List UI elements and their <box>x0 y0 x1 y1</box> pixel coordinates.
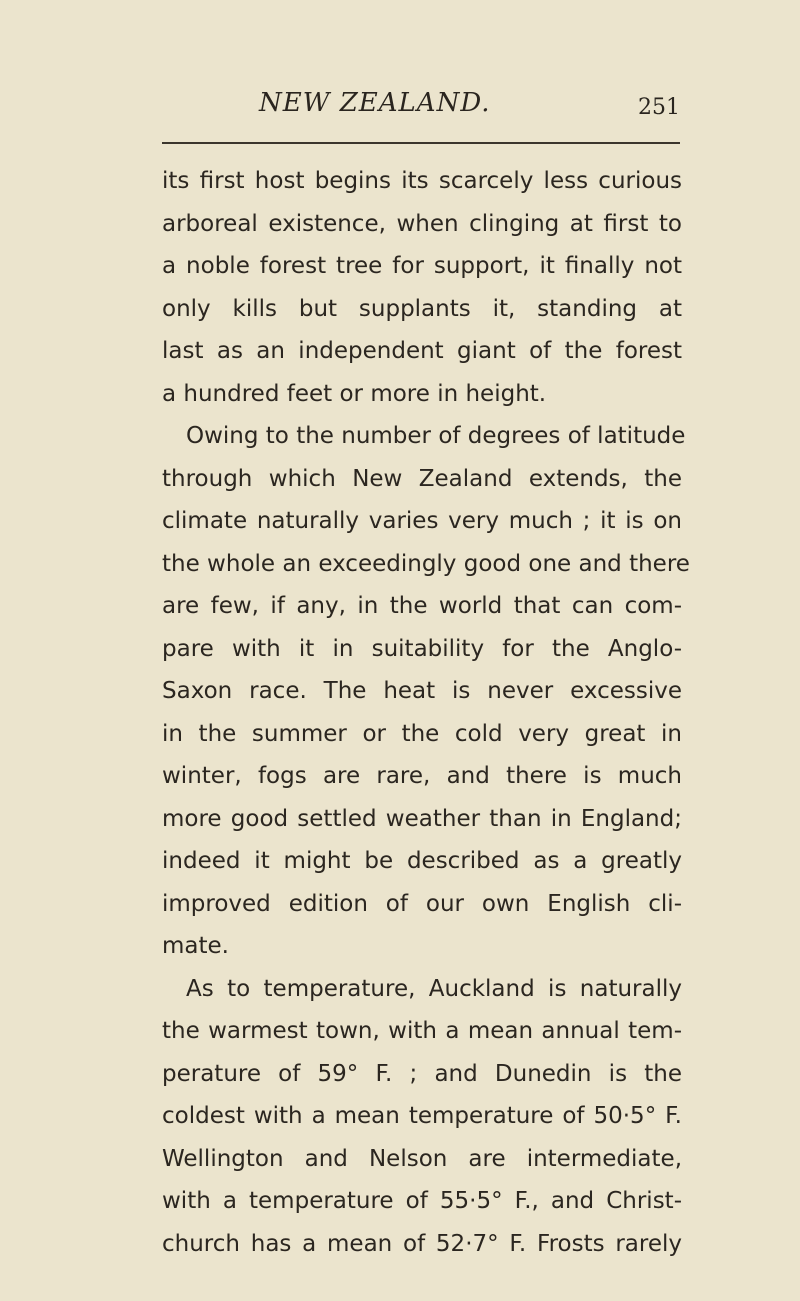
text-line: winter, fogs are rare, and there is much <box>162 763 682 789</box>
text-line: a noble forest tree for support, it finally not <box>162 253 682 279</box>
text-line: a hundred feet or more in height. <box>162 380 547 407</box>
running-head <box>162 88 680 128</box>
text-line: Wellington and Nelson are intermediate, <box>162 1145 682 1172</box>
text-line: arboreal existence, when clinging at first to <box>162 210 682 237</box>
text-line: As to temperature, Auckland is naturally <box>186 975 682 1002</box>
text-line: perature of 59° F. ; and Dunedin is the <box>162 1060 682 1087</box>
text-line: improved edition of our own English cli- <box>162 890 682 917</box>
text-line: its first host begins its scarcely less curious <box>162 168 682 194</box>
text-line: the warmest town, with a mean annual tem- <box>162 1018 682 1044</box>
text-line: in the summer or the cold very great in <box>162 720 682 747</box>
body-text <box>162 160 690 1265</box>
text-line: mate. <box>162 933 229 959</box>
text-line: church has a mean of 52·7° F. Frosts rarely <box>162 1230 682 1257</box>
text-line: more good settled weather than in England; <box>162 805 682 832</box>
text-line: last as an independent giant of the forest <box>162 338 682 364</box>
text-line: Saxon race. The heat is never excessive <box>162 678 682 704</box>
text-line: only kills but supplants it, standing at <box>162 295 682 322</box>
text-line: with a temperature of 55·5° F., and Christ- <box>162 1188 682 1214</box>
text-line: climate naturally varies very much ; it is on <box>162 508 682 534</box>
text-line: are few, if any, in the world that can com- <box>162 593 682 619</box>
text-line: indeed it might be described as a greatly <box>162 848 682 874</box>
text-line: the whole an exceedingly good one and there <box>162 550 690 577</box>
text-line: coldest with a mean temperature of 50·5° F. <box>162 1103 682 1129</box>
running-title: NEW ZEALAND. <box>259 88 491 118</box>
text-line: pare with it in suitability for the Anglo- <box>162 635 682 662</box>
page-number: 251 <box>638 95 680 120</box>
text-line: through which New Zealand extends, the <box>162 465 682 492</box>
text-line: Owing to the number of degrees of latitude <box>186 423 686 449</box>
header-rule <box>162 142 680 144</box>
